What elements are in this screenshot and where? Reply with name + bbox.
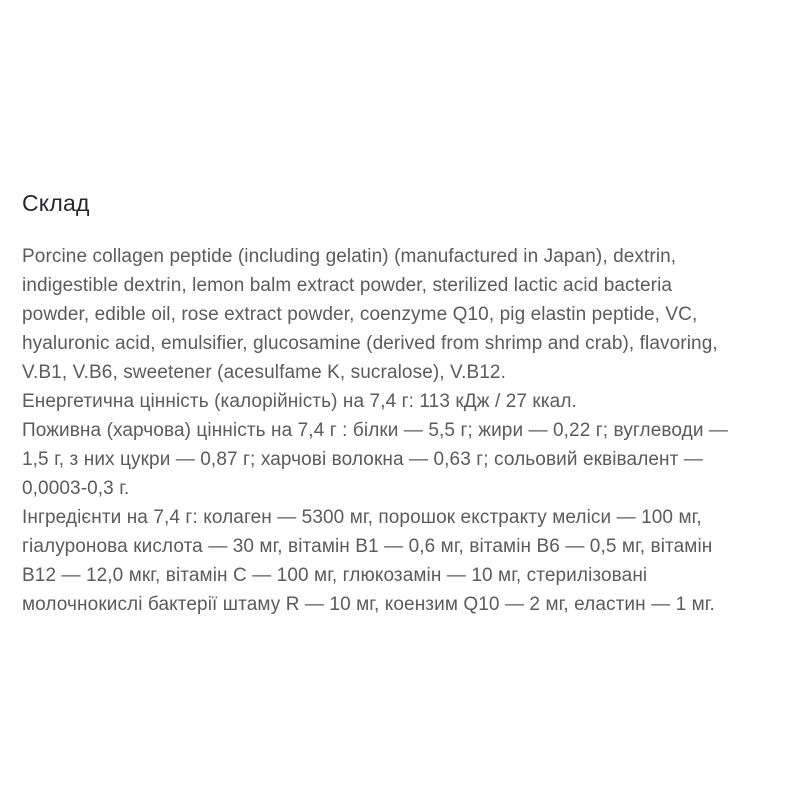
paragraph-nutritional-value xyxy=(22,416,788,503)
text-line: V.B1, V.B6, sweetener (acesulfame K, sucralose), V.B12. xyxy=(22,362,506,383)
text-line: 1,5 г, з них цукри — 0,87 г; харчові волокна — 0,63 г; сольовий еквівалент — xyxy=(22,449,703,470)
text-line: hyaluronic acid, emulsifier, glucosamine (derived from shrimp and crab), flavoring, xyxy=(22,333,718,354)
section-heading: Склад xyxy=(22,190,90,216)
text-line: indigestible dextrin, lemon balm extract powder, sterilized lactic acid bacteria xyxy=(22,275,673,296)
text-line: Енергетична цінність (калорійність) на 7,4 г: 113 кДж / 27 ккал. xyxy=(22,391,577,412)
text-line: 0,0003-0,3 г. xyxy=(22,478,130,499)
text-line: powder, edible oil, rose extract powder, coenzyme Q10, pig elastin peptide, VC, xyxy=(22,304,698,325)
text-line: Інгредієнти на 7,4 г: колаген — 5300 мг, порошок екстракту меліси — 100 мг, xyxy=(22,507,702,528)
composition-section xyxy=(22,189,788,619)
text-line: Porcine collagen peptide (including gelatin) (manufactured in Japan), dextrin, xyxy=(22,246,677,267)
paragraph-ingredients-amounts xyxy=(22,503,788,619)
paragraph-ingredients-english xyxy=(22,242,788,387)
text-line: гіалуронова кислота — 30 мг, вітамін B1 — 0,6 мг, вітамін B6 — 0,5 мг, вітамін xyxy=(22,536,713,557)
text-line: Поживна (харчова) цінність на 7,4 г : білки — 5,5 г; жири — 0,22 г; вуглеводи — xyxy=(22,420,729,441)
text-line: B12 — 12,0 мкг, вітамін C — 100 мг, глюкозамін — 10 мг, стерилізовані xyxy=(22,565,648,586)
composition-text xyxy=(22,242,788,619)
paragraph-energy-value xyxy=(22,387,788,416)
text-line: молочнокислі бактерії штаму R — 10 мг, коензим Q10 — 2 мг, еластин — 1 мг. xyxy=(22,594,715,615)
